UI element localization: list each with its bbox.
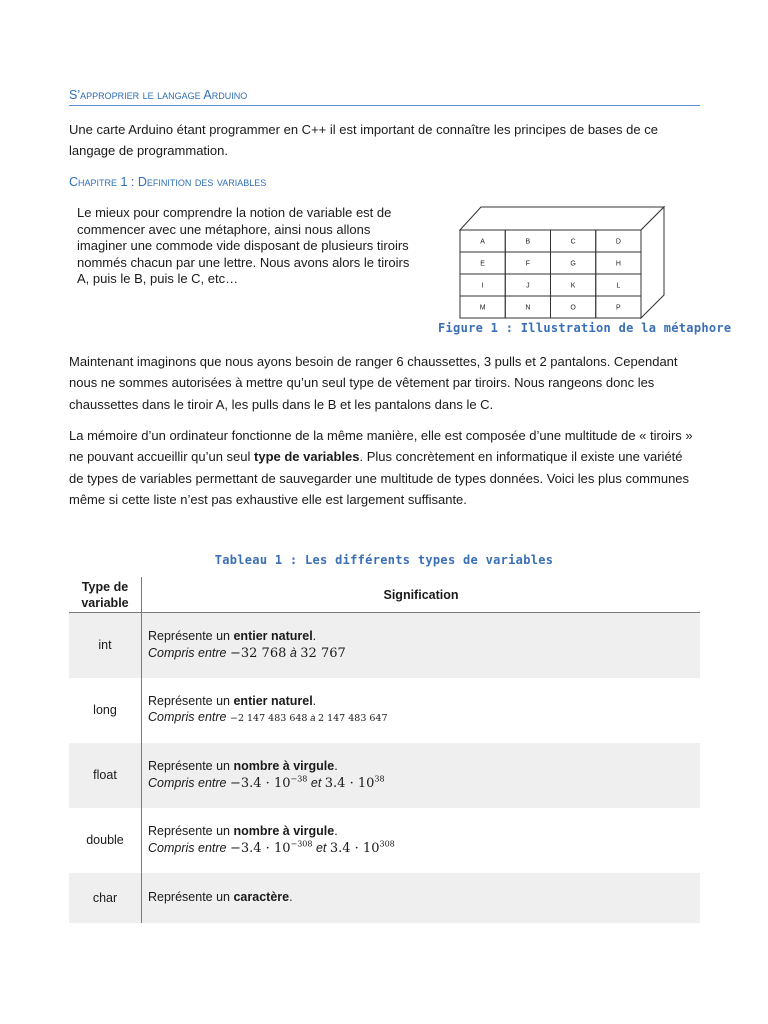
variable-type-cell: double xyxy=(69,808,142,873)
variable-type-cell: int xyxy=(69,613,142,678)
meaning-line xyxy=(148,823,700,840)
type-column-header: Type de variable xyxy=(69,577,142,613)
intro-paragraph: Une carte Arduino étant programmer en C++ il est important de connaître les principes de bases de ce langage de programmation. xyxy=(69,122,658,159)
range-prefix: Compris entre xyxy=(148,775,230,790)
drawer-label-i: I xyxy=(481,282,484,290)
range-min-exponent: −38 xyxy=(290,774,308,784)
meaning-period: . xyxy=(334,759,338,773)
signification-cell xyxy=(142,743,701,808)
drawer-label-l: L xyxy=(616,282,621,290)
meaning-line xyxy=(148,889,700,906)
meaning-prefix: Représente un xyxy=(148,890,234,905)
meaning-prefix: Représente un xyxy=(148,629,234,644)
drawer-label-e: E xyxy=(480,260,485,268)
meaning-bold: nombre à virgule xyxy=(233,824,335,838)
meaning-bold: nombre à virgule xyxy=(233,759,335,773)
range-max-exponent: 38 xyxy=(374,774,385,784)
range-conj: à xyxy=(286,645,301,660)
variables-table xyxy=(69,577,700,923)
signification-cell xyxy=(142,678,701,743)
range-min: −2 147 483 648 xyxy=(229,713,308,724)
signification-cell xyxy=(142,873,701,923)
range-max: $3.4 \cdot 10^{308}$ xyxy=(329,839,395,856)
drawer-label-k: K xyxy=(570,282,576,290)
range-prefix: Compris entre xyxy=(148,645,230,660)
memory-text-start: La mémoire d’un ordinateur fonctionne de la même manière, elle est composée d’une multitude de « tiroirs » ne pouvant accueillir qu’un seul xyxy=(69,428,693,465)
meaning-prefix: Représente un xyxy=(148,693,234,708)
range-line xyxy=(148,840,700,858)
metaphor-paragraph: Le mieux pour comprendre la notion de variable est de commencer avec une métaphore, ainsi nous allons imaginer une commode vide disposant de plusieurs tiroirs nommés chacun par une lettre. Nous avons alors le tiroirs A, puis le B, puis le C, etc… xyxy=(77,205,410,286)
section-heading: S’approprier le langage Arduino xyxy=(69,88,700,106)
meaning-bold: entier naturel xyxy=(233,693,313,708)
meaning-bold: caractère xyxy=(233,890,290,905)
signification-column-header: Signification xyxy=(142,577,701,613)
range-prefix: Compris entre xyxy=(148,710,230,724)
range-min: $-3.4 \cdot 10^{-38}$ xyxy=(229,774,308,791)
variable-type-cell: char xyxy=(69,873,142,923)
range-max: 32 767 xyxy=(300,645,346,661)
drawer-label-h: H xyxy=(615,260,621,268)
range-max-exponent: 308 xyxy=(379,839,395,849)
memory-paragraph xyxy=(69,425,699,510)
range-prefix: Compris entre xyxy=(148,840,230,855)
meaning-period: . xyxy=(334,824,338,838)
figure-caption: Figure 1 : Illustration de la métaphore xyxy=(438,321,732,335)
table-caption: Tableau 1 : Les différents types de variables xyxy=(214,553,554,567)
range-max: 2 147 483 647 xyxy=(318,713,388,724)
meaning-prefix: Représente un xyxy=(148,759,234,773)
drawer-label-m: M xyxy=(479,304,486,312)
meaning-period: . xyxy=(312,693,317,708)
drawer-label-a: A xyxy=(480,238,485,246)
drawer-label-f: F xyxy=(525,260,531,268)
drawer-label-b: B xyxy=(525,238,531,246)
memory-text-bold: type de variables xyxy=(254,449,360,465)
signification-cell xyxy=(142,613,701,678)
meaning-bold: entier naturel xyxy=(233,629,313,644)
range-min-exponent: −308 xyxy=(290,839,313,849)
range-conj: à xyxy=(307,713,319,724)
drawer-label-j: J xyxy=(526,282,530,290)
drawer-label-n: N xyxy=(525,304,531,312)
meaning-line xyxy=(148,628,700,645)
range-max: $3.4 \cdot 10^{38}$ xyxy=(324,774,385,791)
meaning-period: . xyxy=(312,629,317,644)
range-line xyxy=(148,775,700,793)
drawer-label-c: C xyxy=(570,238,576,246)
drawer-label-o: O xyxy=(570,304,576,312)
signification-cell xyxy=(142,808,701,873)
meaning-line xyxy=(148,758,700,775)
range-conj: et xyxy=(312,840,330,855)
range-min: −32 768 xyxy=(229,645,287,661)
memory-text-end: . Plus concrètement en informatique il existe une variété de types de variables permettant de sauvegarder une multitude de types données. Voici les plus communes même si cette liste n’est pas exhaustive elle est largement suffisante. xyxy=(69,449,690,507)
drawer-label-g: G xyxy=(570,260,576,268)
drawer-label-p: P xyxy=(616,304,621,312)
variable-type-cell: float xyxy=(69,743,142,808)
table-row xyxy=(69,873,700,923)
drawer-label-d: D xyxy=(615,238,621,246)
meaning-prefix: Représente un xyxy=(148,824,234,838)
range-min: $-3.4 \cdot 10^{-308}$ xyxy=(229,839,313,856)
range-line xyxy=(148,645,700,663)
variable-type-cell: long xyxy=(69,678,142,743)
range-conj: et xyxy=(307,775,325,790)
meaning-line xyxy=(148,693,700,710)
table-row xyxy=(69,808,700,873)
drawer-cabinet-figure xyxy=(453,205,668,320)
range-line xyxy=(148,709,700,728)
table-row xyxy=(69,743,700,808)
clothes-paragraph: Maintenant imaginons que nous ayons besoin de ranger 6 chaussettes, 3 pulls et 2 pantalons. Cependant nous ne sommes autorisées à mettre qu’un seul type de vêtement par tiroirs. Nous rangeons donc les chaussettes dans le tiroir A, les pulls dans le B et les pantalons dans le C. xyxy=(69,354,678,412)
table-row xyxy=(69,613,700,678)
table-row xyxy=(69,678,700,743)
meaning-period: . xyxy=(289,890,293,905)
chapter-heading: Chapitre 1 : Definition des variables xyxy=(69,175,267,189)
